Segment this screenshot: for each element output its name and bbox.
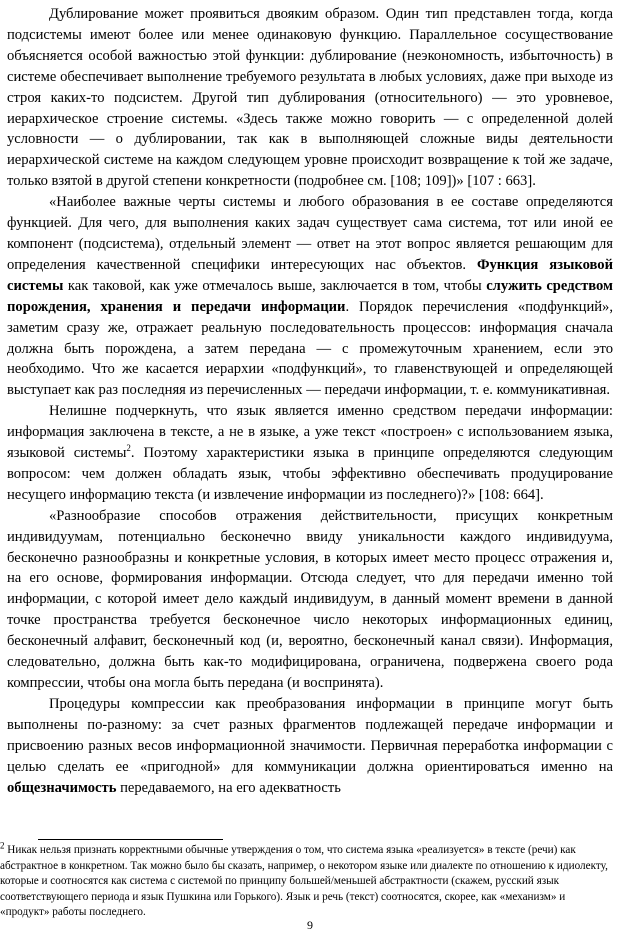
text-run: Дублирование может проявиться двояким образом. Один тип представлен тогда, когда подсистемы имеют более или менее одинаковую функцию. Параллельное сосуществование объясняется особой важностью этой функции: дублирование (неэкономность, избыточность) в системе обеспечивает выполнение требуемого результата в любых условиях, даже при выходе из строя каких-то подсистем. Другой тип дублирования (относительного) — это уровневое, иерархическое строение системы. «Здесь также можно говорить — с определенной долей условности — о дублировании, так как в выполняющей сложные виды деятельности иерархической системе на каждом следующем уровне происходит возвращение к той же задаче, только взятой в другой степени конкретности (подробнее см. [108; 109])» [107 : 663]. — [7, 6, 613, 190]
paragraph — [7, 401, 613, 506]
paragraph — [7, 192, 613, 401]
page-number: 9 — [307, 918, 313, 932]
paragraph — [7, 4, 613, 192]
text-run: передаваемого, на его адекватность — [116, 779, 341, 796]
bold-term: Функция языковой системы — [7, 256, 613, 294]
text-run: Процедуры компрессии как преобразования информации в принципе могут быть выполнены по-разному: за счет разных фрагментов подлежащей передаче информации и присвоению разных весов информационной значимости. Первичная переработка информации с целью сделать ее «пригодной» для коммуникации должна ориентироваться именно на — [7, 695, 613, 775]
footnote-ref[interactable]: 2 — [126, 443, 131, 454]
text-run: как таковой, как уже отмечалось выше, заключается в том, чтобы — [63, 277, 487, 294]
footnote-mark: 2 — [0, 840, 5, 851]
footnote-body: Никак нельзя признать корректными обычные утверждения о том, что система языка «реализуется» в тексте (речи) как абстрактное в конкретном. Так можно было бы сказать, например, о некотором языке или диалекте по отношению к идиолекту, которые и соотносятся как система с системой по принципу большей/меньшей абстрактности (скажем, русский язык соответствующего периода и язык Пушкина или Горького). Язык и речь (текст) соотносятся, скорее, как «механизм» и «продукт» работы последнего. — [0, 844, 608, 919]
footnote — [0, 840, 613, 921]
text-run: «Разнообразие способов отражения действительности, присущих конкретным индивидуумам, потенциально бесконечно ввиду уникальности каждого индивидуума, бесконечно разнообразны и конкретные условия, в которых имеет место процесс отражения и, на его основе, формирования информации. Отсюда следует, что для передачи именно той информации, с которой имеет дело каждый индивидуум, в данный момент времени в данной точке пространства требуется бесконечное число некоторых информационных единиц, бесконечный алфавит, бесконечный код (и, вероятно, бесконечный канал связи). Информация, следовательно, должна быть как-то модифицирована, ограничена, подвержена своего рода компрессии, чтобы она могла быть передана (и воспринята). — [7, 507, 613, 691]
text-run: . Поэтому характеристики языка в принципе определяются следующим вопросом: чем должен обладать язык, чтобы эффективно обеспечивать продуцирование несущего информацию текста (и извлечение информации из последнего)?» [108: 664]. — [7, 445, 613, 503]
body-text — [7, 4, 613, 798]
bold-term: общезначимость — [7, 779, 117, 796]
footnote-divider — [38, 839, 223, 840]
text-run: Нелишне подчеркнуть, что язык является именно средством передачи информации: информация заключена в тексте, а не в языке, а уже текст «построен» с использованием языка, языковой системы — [7, 403, 613, 462]
text-run: . Порядок перечисления «подфункций», заметим сразу же, отражает реальную последовательность процессов: информация сначала должна быть порождена, а затем передана — с промежуточным хранением, если это необходимо. Что же касается иерархии «подфункций», то главенствующей и определяющей выступает как раз последняя из перечисленных — передачи информации, т. е. коммуникативная. — [7, 298, 614, 399]
bold-term: служить средством порождения, хранения и передачи информации — [7, 277, 613, 315]
paragraph — [7, 694, 613, 799]
footnote-text — [0, 840, 613, 921]
text-run: «Наиболее важные черты системы и любого образования в ее составе определяются функцией. Для чего, для выполнения каких задач существует сама система, тот или иной ее компонент (подсистема), отдельный элемент — ответ на этот вопрос является решающим для определения качественной специфики интересующих нас объектов. — [7, 194, 613, 273]
paragraph — [7, 506, 613, 694]
